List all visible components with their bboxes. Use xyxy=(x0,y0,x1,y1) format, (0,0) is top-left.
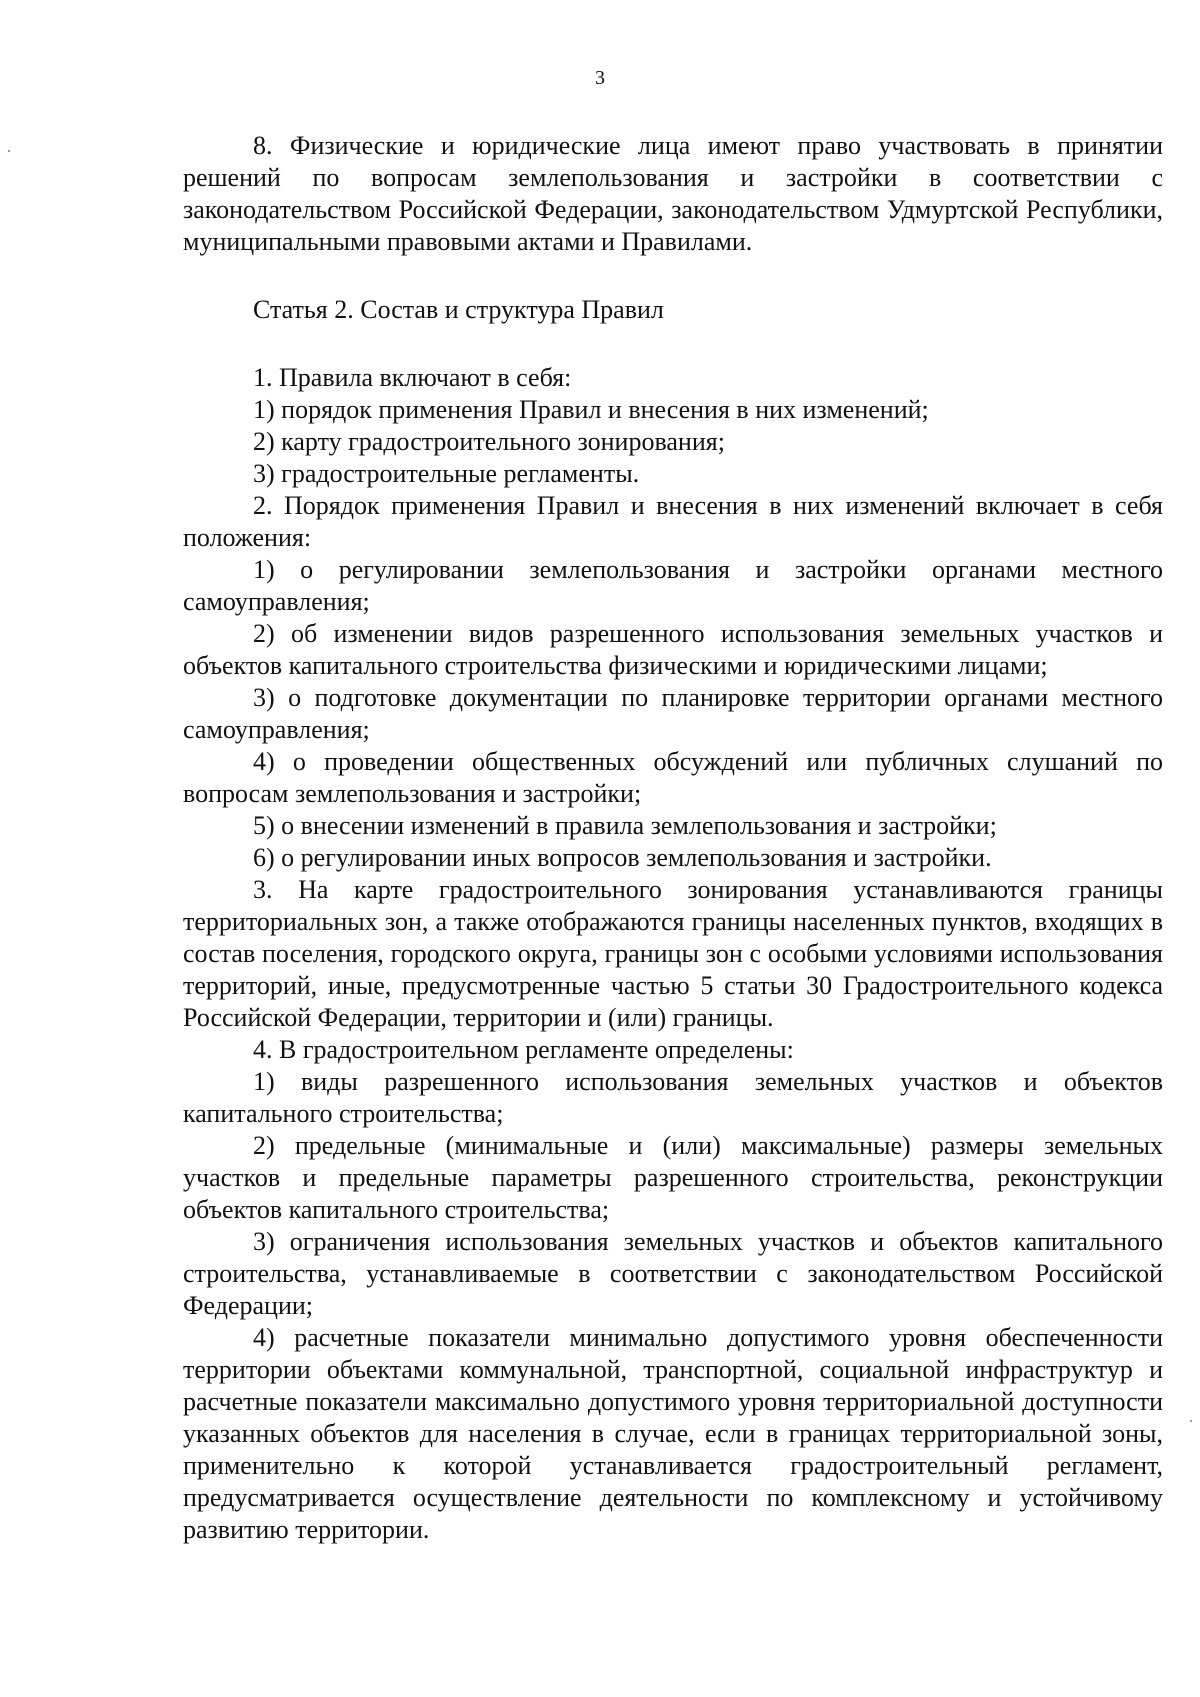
paragraph: 1. Правила включают в себя: xyxy=(253,363,572,392)
paragraph: 6) о регулировании иных вопросов землепользования и застройки. xyxy=(253,843,992,872)
paragraph: 5) о внесении изменений в правила землепользования и застройки; xyxy=(253,811,997,840)
document-body xyxy=(183,130,1163,1546)
paragraph: 2) предельные (минимальные и (или) максимальные) размеры земельных участков и предельные параметры разрешенного строительства, реконструкции объектов капитального строительства; xyxy=(183,1131,1163,1224)
paragraph: 2) карту градостроительного зонирования; xyxy=(253,427,725,456)
scan-speck xyxy=(8,150,10,152)
paragraph: 1) порядок применения Правил и внесения в них изменений; xyxy=(253,395,929,424)
paragraph: 8. Физические и юридические лица имеют право участвовать в принятии решений по вопросам землепользования и застройки в соответствии с законодательством Российской Федерации, законодательством Удмуртской Республики, муниципальными правовыми актами и Правилами. xyxy=(183,131,1163,256)
scan-speck xyxy=(1190,1420,1192,1422)
paragraph: 1) виды разрешенного использования земельных участков и объектов капитального строительства; xyxy=(183,1067,1163,1128)
paragraph: 3. На карте градостроительного зонирования устанавливаются границы территориальных зон, а также отображаются границы населенных пунктов, входящих в состав поселения, городского округа, границы зон с особыми условиями использования территорий, иные, предусмотренные частью 5 статьи 30 Градостроительного кодекса Российской Федерации, территории и (или) границы. xyxy=(183,875,1163,1032)
paragraph: 4. В градостроительном регламенте определены: xyxy=(253,1035,794,1064)
paragraph: 2) об изменении видов разрешенного использования земельных участков и объектов капитального строительства физическими и юридическими лицами; xyxy=(183,619,1163,680)
page-number: 3 xyxy=(595,67,605,89)
paragraph: 3) ограничения использования земельных участков и объектов капитального строительства, устанавливаемые в соответствии с законодательством Российской Федерации; xyxy=(183,1227,1163,1320)
paragraph: 3) градостроительные регламенты. xyxy=(253,459,640,488)
paragraph: 4) расчетные показатели минимально допустимого уровня обеспеченности территории объектами коммунальной, транспортной, социальной инфраструктур и расчетные показатели максимально допустимого уровня территориальной доступности указанных объектов для населения в случае, если в границах территориальной зоны, применительно к которой устанавливается градостроительный регламент, предусматривается осуществление деятельности по комплексному и устойчивому развитию территории. xyxy=(183,1323,1163,1544)
paragraph: 4) о проведении общественных обсуждений или публичных слушаний по вопросам землепользования и застройки; xyxy=(183,747,1163,808)
article-heading: Статья 2. Состав и структура Правил xyxy=(253,295,664,324)
paragraph: 1) о регулировании землепользования и застройки органами местного самоуправления; xyxy=(183,555,1163,616)
paragraph: 2. Порядок применения Правил и внесения в них изменений включает в себя положения: xyxy=(183,491,1163,552)
paragraph: 3) о подготовке документации по планировке территории органами местного самоуправления; xyxy=(183,683,1163,744)
